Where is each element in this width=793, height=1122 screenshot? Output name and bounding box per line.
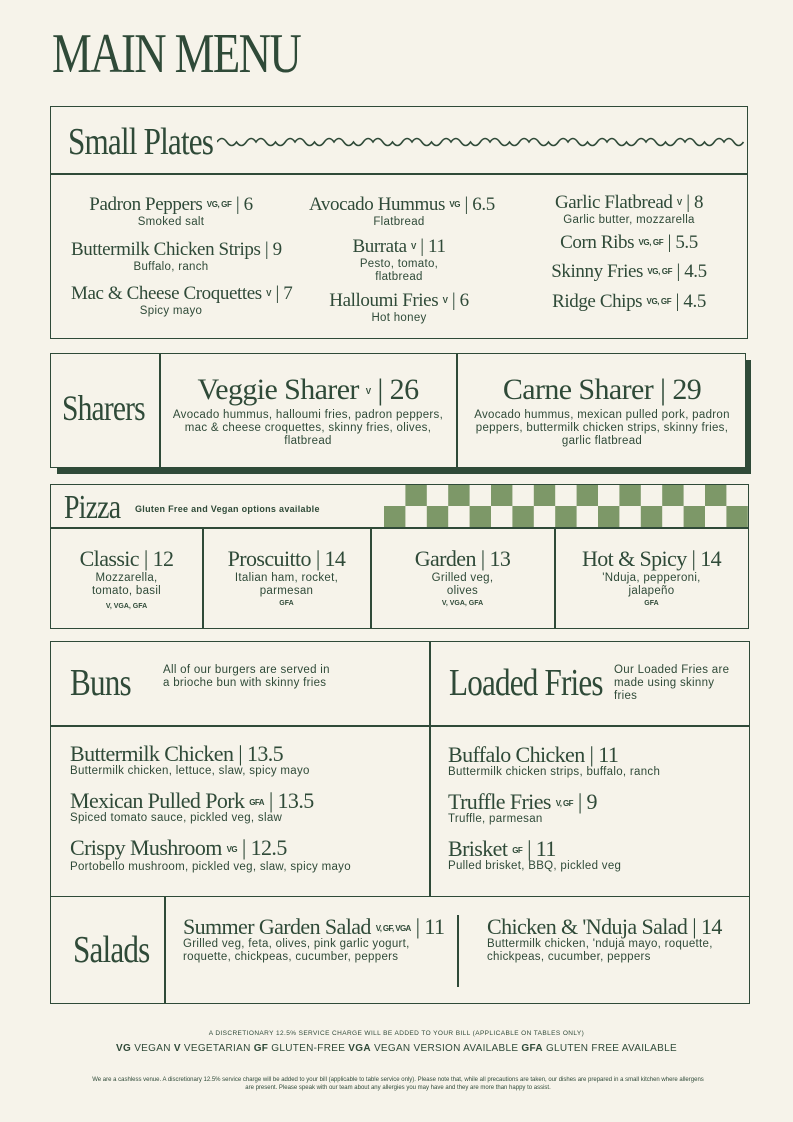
salad-item: Chicken & 'Nduja Salad | 14 Buttermilk chicken, 'nduja mayo, roquette, chickpeas, cucumber, peppers (487, 914, 722, 964)
checker-square (705, 485, 726, 506)
menu-item: Halloumi Fries V | 6 Hot honey (329, 290, 469, 324)
buns-note: All of our burgers are served in a brioche bun with skinny fries (163, 664, 330, 690)
menu-item: Garlic Flatbread V | 8 Garlic butter, mozzarella (554, 192, 704, 226)
pizza-item: Classic | 12 Mozzarella, tomato, basil V, VGA, GFA (79, 546, 174, 610)
loaded-fries-note: Our Loaded Fries are made using skinny fries (614, 664, 730, 703)
loaded-fries-list (448, 743, 748, 874)
dietary-legend: VG VEGAN V VEGETARIAN GF GLUTEN-FREE VGA VEGAN VERSION AVAILABLE GFA GLUTEN FREE AVAILABLE (116, 1043, 677, 1054)
checker-square (555, 506, 576, 527)
pizza-heading: Pizza (64, 489, 121, 526)
menu-item: Buttermilk Chicken Strips | 9 Buffalo, ranch (71, 239, 282, 273)
checker-square (384, 506, 405, 527)
small-plates-section (50, 106, 748, 339)
buns-fries-section (50, 641, 750, 897)
checker-square (534, 485, 555, 506)
checker-square (619, 485, 640, 506)
checker-square (427, 506, 448, 527)
pizza-item: Garden | 13 Grilled veg, olives V, VGA, GFA (414, 546, 511, 607)
service-charge-note: A DISCRETIONARY 12.5% SERVICE CHARGE WILL BE ADDED TO YOUR BILL (APPLICABLE ON TABLES ONLY) (208, 1030, 585, 1037)
page-title: MAIN MENU (52, 23, 301, 85)
checker-square (470, 506, 491, 527)
checker-square (684, 506, 705, 527)
menu-item: Mac & Cheese Croquettes V | 7 Spicy mayo (71, 283, 293, 317)
menu-item: Burrata V | 11 Pesto, tomato, flatbread (352, 236, 446, 284)
checker-square (641, 506, 662, 527)
menu-item: Ridge Chips VG, GF | 4.5 (552, 291, 706, 312)
list-item: Buffalo Chicken | 11 Buttermilk chicken strips, buffalo, ranch (448, 742, 661, 779)
pizza-item: Hot & Spicy | 14 'Nduja, pepperoni, jalapeño GFA (581, 546, 722, 607)
list-item: Buttermilk Chicken | 13.5 Buttermilk chicken, lettuce, slaw, spicy mayo (70, 741, 310, 778)
buns-list (70, 742, 425, 875)
menu-item: Padron Peppers VG, GF | 6 Smoked salt (89, 194, 253, 228)
checker-square (448, 485, 469, 506)
wave-divider (217, 131, 747, 153)
checker-pattern (384, 485, 748, 527)
pizza-section (50, 484, 749, 629)
salads-section (50, 896, 750, 1004)
buns-heading: Buns (70, 662, 131, 704)
loaded-fries-heading: Loaded Fries (449, 662, 603, 704)
list-item: Mexican Pulled Pork GFA | 13.5 Spiced tomato sauce, pickled veg, slaw (70, 788, 314, 825)
list-item: Brisket GF | 11 Pulled brisket, BBQ, pickled veg (448, 836, 622, 873)
list-item: Truffle Fries V, GF | 9 Truffle, parmesan (448, 789, 597, 826)
checker-square (598, 506, 619, 527)
sharers-section (50, 353, 746, 468)
sharer-item: Carne Sharer | 29 Avocado hummus, mexican pulled pork, padron peppers, buttermilk chicken strips, skinny fries, garlic flatbread (474, 373, 730, 447)
checker-square (405, 485, 426, 506)
checker-square (491, 485, 512, 506)
menu-item: Skinny Fries VG, GF | 4.5 (551, 261, 707, 282)
pizza-item: Proscuitto | 14 Italian ham, rocket, parmesan GFA (227, 546, 346, 607)
small-plates-col2 (309, 194, 495, 325)
allergen-disclaimer: We are a cashless venue. A discretionary 12.5% service charge will be added to your bill (applicable to table service only). Please note that, while all precautions are taken, our dishes are prepared in a small kitchen where allergens are present. Please speak with our team about any allergies you may have and they are more than happy to assist. (92, 1077, 704, 1091)
salads-heading: Salads (73, 929, 150, 971)
checker-square (577, 485, 598, 506)
menu-item: Corn Ribs VG, GF | 5.5 (560, 232, 698, 253)
salad-item: Summer Garden Salad V, GF, VGA | 11 Grilled veg, feta, olives, pink garlic yogurt, roquette, chickpeas, cucumber, peppers (183, 914, 445, 964)
list-item: Crispy Mushroom VG | 12.5 Portobello mushroom, pickled veg, slaw, spicy mayo (70, 835, 351, 874)
checker-square (726, 506, 747, 527)
small-plates-heading: Small Plates (68, 121, 214, 163)
checker-square (512, 506, 533, 527)
small-plates-col1 (71, 194, 293, 318)
pizza-note: Gluten Free and Vegan options available (135, 504, 320, 514)
menu-item: Avocado Hummus VG | 6.5 Flatbread (309, 194, 495, 228)
checker-square (662, 485, 683, 506)
sharers-heading: Sharers (62, 388, 145, 428)
sharer-item: Veggie Sharer V | 26 Avocado hummus, halloumi fries, padron peppers, mac & cheese croquettes, skinny fries, olives, flatbread (172, 373, 444, 447)
small-plates-col3 (529, 193, 729, 313)
